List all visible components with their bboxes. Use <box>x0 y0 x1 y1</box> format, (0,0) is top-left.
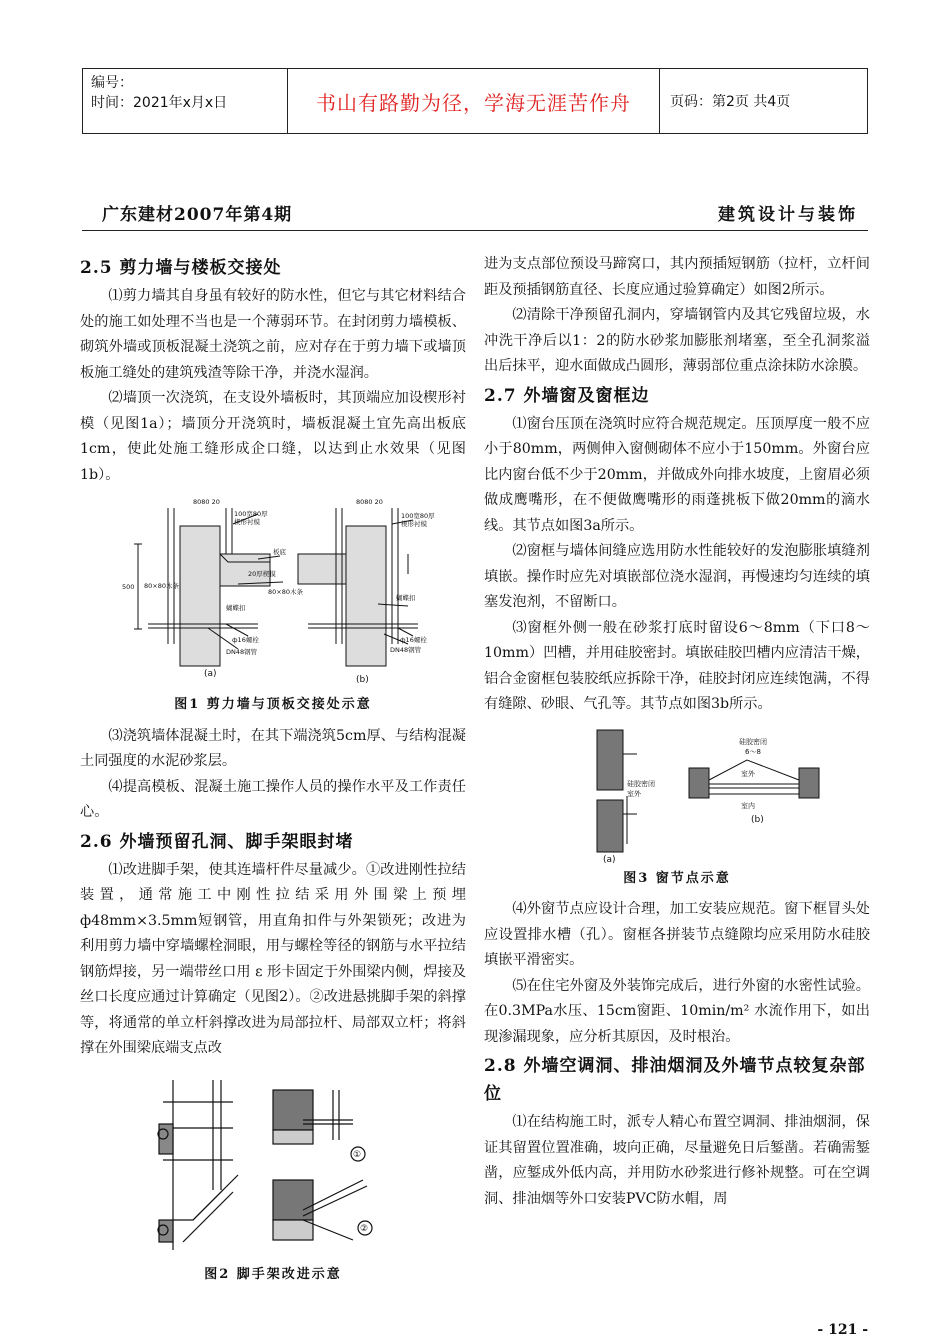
section-heading-2-7: 2.7 外墙窗及窗框边 <box>484 385 650 406</box>
fig3a-label: (a) <box>603 854 616 864</box>
paragraph: ⑴窗台压顶在浇筑时应符合规范规定。压顶厚度一般不应小于80mm，两侧伸入窗侧砌体不应小于150mm。外窗台应比内窗台低不少于20mm，并做成外向排水坡度，上窗眉必须做成鹰嘴形，在不便做鹰嘴形的雨蓬挑板下做20mm的滴水线。其节点如图3a所示。 <box>484 415 870 534</box>
paragraph: ⑴在结构施工时，派专人精心布置空调洞、排油烟洞，保证其留置位置准确，坡向正确，尽量避免日后錾凿。若确需錾凿，应錾成外低内高，并用防水砂浆进行修补规整。可在空调洞、排油烟等外口安装PVC防水帽，周 <box>484 1114 870 1207</box>
fig1-dim-label: 8080 20 <box>193 498 220 506</box>
section-heading-2-8: 2.8 外墙空调洞、排油烟洞及外墙节点较复杂部位 <box>484 1056 866 1104</box>
journal-section: 建筑设计与装饰 <box>718 205 858 225</box>
fig1-label: 楔形衬模 <box>234 518 260 526</box>
page-label: 页码：第2页 共4页 <box>670 94 791 110</box>
paragraph: ⑴改进脚手架，使其连墙杆件尽量减少。①改进刚性拉结装置，通常施工中刚性拉结采用外围梁上预埋ф48mm×3.5mm短钢管，用直角扣件与外架锁死；改进为利用剪力墙中穿墙螺栓洞眼，用与螺栓等径的钢筋与水平拉结钢筋焊接，另一端带丝口用 ε 形卡固定于外围梁内侧，焊接及丝口长度应通过计算确定（见图2）。②改进悬挑脚手架的斜撑等，将通常的单立杆斜撑改进为局部拉杆、局部双立杆；将斜撑在外围梁底端支点改 <box>80 861 466 1056</box>
time-label: 时间：2021年x月x日 <box>91 95 228 111</box>
fig1b-slab <box>298 554 346 584</box>
left-column <box>80 252 466 1293</box>
fig1-label: 100宽80厚 <box>234 510 268 518</box>
paragraph: ⑷外窗节点应设计合理，加工安装应规范。窗下框冒头处应设置排水槽（孔）。窗框各拼装节点缝隙均应采用防水硅胶填嵌平滑密实。 <box>484 901 870 968</box>
fig3-label: 室外 <box>741 769 755 778</box>
fig1-label: 板底 <box>273 548 286 556</box>
figure-3-caption: 图3 窗节点示意 <box>623 870 731 886</box>
paragraph: ⑶浇筑墙体混凝土时，在其下端浇筑5cm厚、与结构混凝土同强度的水泥砂浆层。 <box>80 727 466 769</box>
paragraph: ⑶窗框外侧一般在砂浆打底时留设6～8mm（下口8～10mm）凹槽，并用硅胶密封。填嵌硅胶凹槽内应清洁干燥，铝合金窗框包装胶纸应拆除干净，硅胶封闭应连续饱满，不得有缝隙、砂眼、气孔等。其节点如图3b所示。 <box>484 619 870 712</box>
fig3-label: 硅胶密闭 <box>739 737 767 746</box>
fig3-label: 硅胶密闭 <box>627 779 655 788</box>
fig1-label: 楔形衬模 <box>401 520 427 528</box>
fig1a-label: (a) <box>204 669 217 679</box>
fig3-label: 6～8 <box>745 747 761 756</box>
fig1-label: DN48钢管 <box>390 646 422 654</box>
fig3b-label: (b) <box>751 814 764 825</box>
fig1-dim-label: 8080 20 <box>356 498 383 506</box>
number-label: 编号： <box>91 75 133 91</box>
fig1a-wall <box>180 526 220 666</box>
paragraph: 进为支点部位预设马蹄窝口，其内预插短钢筋（拉杆，立杆间距及预插钢筋直径、长度应通过验算确定）如图2所示。 <box>484 256 870 298</box>
fig2-marker-2: ② <box>360 1223 369 1234</box>
section-heading-2-6: 2.6 外墙预留孔洞、脚手架眼封堵 <box>80 831 354 852</box>
paragraph: ⑵墙顶一次浇筑，在支设外墙板时，其顶端应加设楔形衬模（见图1a）；墙顶分开浇筑时，墙板混凝土宜先高出板底1cm，使此处施工缝形成企口缝，以达到止水效果（见图1b）。 <box>80 390 466 483</box>
figure-2-diagram <box>153 1080 393 1260</box>
right-column <box>484 252 870 1212</box>
fig1b-label: (b) <box>356 675 369 685</box>
fig2-marker-1: ① <box>353 1149 362 1160</box>
document-header-table <box>82 68 868 134</box>
fig1b-wall <box>346 526 386 666</box>
fig3-label: 室外 <box>627 789 641 798</box>
journal-title: 广东建材2007年第4期 <box>102 205 293 225</box>
fig1-label: ф16螺栓 <box>232 636 259 644</box>
fig1-label: 20厚楔模 <box>248 570 276 578</box>
paragraph: ⑸在住宅外窗及外装饰完成后，进行外窗的水密性试验。在0.3MPa水压、15cm窗距、10min/m² 水流作用下，如出现渗漏现象，应分析其原因，及时根治。 <box>484 977 870 1045</box>
fig1-label: 100宽80厚 <box>401 512 435 520</box>
fig1-label: ф16螺栓 <box>400 636 427 644</box>
paragraph: ⑴剪力墙其自身虽有较好的防水性，但它与其它材料结合处的施工如处理不当也是一个薄弱环节。在封闭剪力墙模板、砌筑外墙或顶板混凝土浇筑之前，应对存在于剪力墙下或墙顶板施工缝处的建筑残渣等除干净，并浇水湿润。 <box>80 288 466 381</box>
figure-1-caption: 图1 剪力墙与顶板交接处示意 <box>174 697 372 712</box>
paragraph: ⑷提高模板、混凝土施工操作人员的操作水平及工作责任心。 <box>80 778 466 820</box>
page-number: - 121 - <box>817 1322 868 1338</box>
fig3-label: 室内 <box>741 801 755 810</box>
fig1-label: 蝴蝶扣 <box>396 594 416 602</box>
fig1-label: DN48钢管 <box>226 648 258 656</box>
paragraph: ⑵窗框与墙体间缝应选用防水性能较好的发泡膨胀填缝剂填嵌。操作时应先对填嵌部位浇水湿润，再慢速均匀连续的填塞发泡剂，不留断口。 <box>484 543 870 610</box>
section-heading-2-5: 2.5 剪力墙与楼板交接处 <box>80 258 282 278</box>
figure-1-diagram <box>108 494 438 690</box>
motto-text: 书山有路勤为径，学海无涯苦作舟 <box>288 69 660 133</box>
fig1-dim-label: 500 <box>122 583 135 591</box>
fig1-label: 80×80木条 <box>268 588 303 596</box>
header-rule <box>82 230 868 231</box>
paragraph: ⑵清除干净预留孔洞内，穿墙钢管内及其它残留垃圾，水冲洗干净后以1：2的防水砂浆加膨胀剂堵塞，至全孔洞浆溢出后抹平，迎水面做成凸圆形，薄弱部位重点涂抹防水涂膜。 <box>484 307 870 374</box>
header-left-cell <box>83 69 288 133</box>
figure-2-caption: 图2 脚手架改进示意 <box>204 1266 342 1282</box>
figure-3-diagram <box>527 724 827 864</box>
fig1-label: 蝴蝶扣 <box>226 604 246 612</box>
fig1-label: 80×80木条 <box>144 582 179 590</box>
